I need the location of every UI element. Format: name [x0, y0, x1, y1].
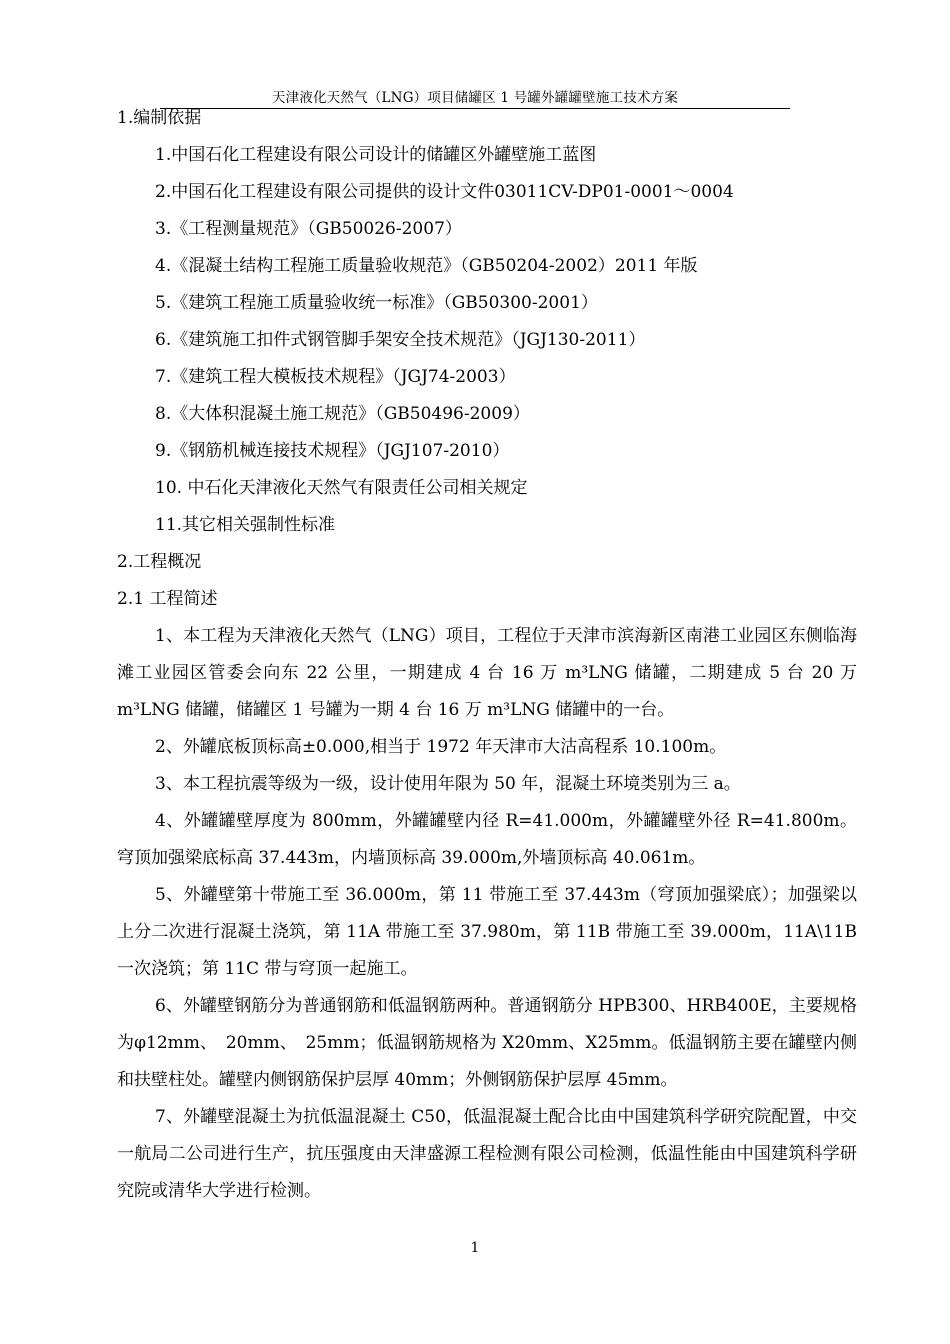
overview-paragraph-2: 2、外罐底板顶标高±0.000,相当于 1972 年天津市大沽高程系 10.100m。	[155, 737, 727, 757]
page-number: 1	[470, 1240, 480, 1256]
reference-item-8: 8.《大体积混凝土施工规范》（GB50496-2009）	[155, 404, 530, 424]
overview-paragraph-6: 6、外罐壁钢筋分为普通钢筋和低温钢筋两种。普通钢筋分 HPB300、HRB400E，主要规格为φ12mm、 20mm、 25mm；低温钢筋规格为 X20mm、X25mm。低温钢筋主要在罐壁内侧和扶壁柱处。罐壁内侧钢筋保护层厚 40mm；外侧钢筋保护层厚 45mm。	[117, 996, 857, 1090]
reference-item-3: 3.《工程测量规范》（GB50026-2007）	[155, 219, 462, 239]
reference-item-2: 2.中国石化工程建设有限公司提供的设计文件03011CV-DP01-0001～0004	[155, 182, 734, 202]
reference-item-10: 10. 中石化天津液化天然气有限责任公司相关规定	[155, 478, 528, 498]
section-2-title: 2.工程概况	[117, 552, 202, 572]
overview-paragraph-1: 1、本工程为天津液化天然气（LNG）项目，工程位于天津市滨海新区南港工业园区东侧临海滩工业园区管委会向东 22 公里，一期建成 4 台 16 万 m³LNG 储罐，二期建成 5 台 20 万 m³LNG 储罐，储罐区 1 号罐为一期 4 台 16 万 m³LNG 储罐中的一台。	[117, 626, 857, 720]
overview-paragraph-5: 5、外罐壁第十带施工至 36.000m，第 11 带施工至 37.443m（穹顶加强梁底）；加强梁以上分二次进行混凝土浇筑，第 11A 带施工至 37.980m，第 11B 带施工至 39.000m，11A\11B 一次浇筑；第 11C 带与穹顶一起施工。	[117, 885, 857, 979]
reference-item-11: 11.其它相关强制性标准	[155, 515, 336, 535]
document-body	[117, 100, 857, 1210]
reference-item-1: 1.中国石化工程建设有限公司设计的储罐区外罐壁施工蓝图	[155, 145, 597, 165]
running-header: 天津液化天然气（LNG）项目储罐区 1 号罐外罐罐壁施工技术方案	[160, 86, 790, 109]
section-2-1-subtitle: 2.1 工程简述	[117, 589, 218, 609]
reference-item-9: 9.《钢筋机械连接技术规程》（JGJ107-2010）	[155, 441, 510, 461]
reference-item-5: 5.《建筑工程施工质量验收统一标准》（GB50300-2001）	[155, 293, 598, 313]
reference-item-4: 4.《混凝土结构工程施工质量验收规范》（GB50204-2002）2011 年版	[155, 256, 698, 276]
overview-paragraph-7: 7、外罐壁混凝土为抗低温混凝土 C50，低温混凝土配合比由中国建筑科学研究院配置，中交一航局二公司进行生产，抗压强度由天津盛源工程检测有限公司检测，低温性能由中国建筑科学研究院或清华大学进行检测。	[117, 1107, 857, 1201]
reference-item-6: 6.《建筑施工扣件式钢管脚手架安全技术规范》（JGJ130-2011）	[155, 330, 646, 350]
overview-paragraph-3: 3、本工程抗震等级为一级，设计使用年限为 50 年，混凝土环境类别为三 a。	[155, 774, 741, 794]
section-1-title: 1.编制依据	[117, 108, 202, 128]
reference-item-7: 7.《建筑工程大模板技术规程》（JGJ74-2003）	[155, 367, 516, 387]
overview-paragraph-4: 4、外罐罐壁厚度为 800mm，外罐罐壁内径 R=41.000m，外罐罐壁外径 R=41.800m。穹顶加强梁底标高 37.443m，内墙顶标高 39.000m,外墙顶标高 40.061m。	[117, 811, 857, 868]
